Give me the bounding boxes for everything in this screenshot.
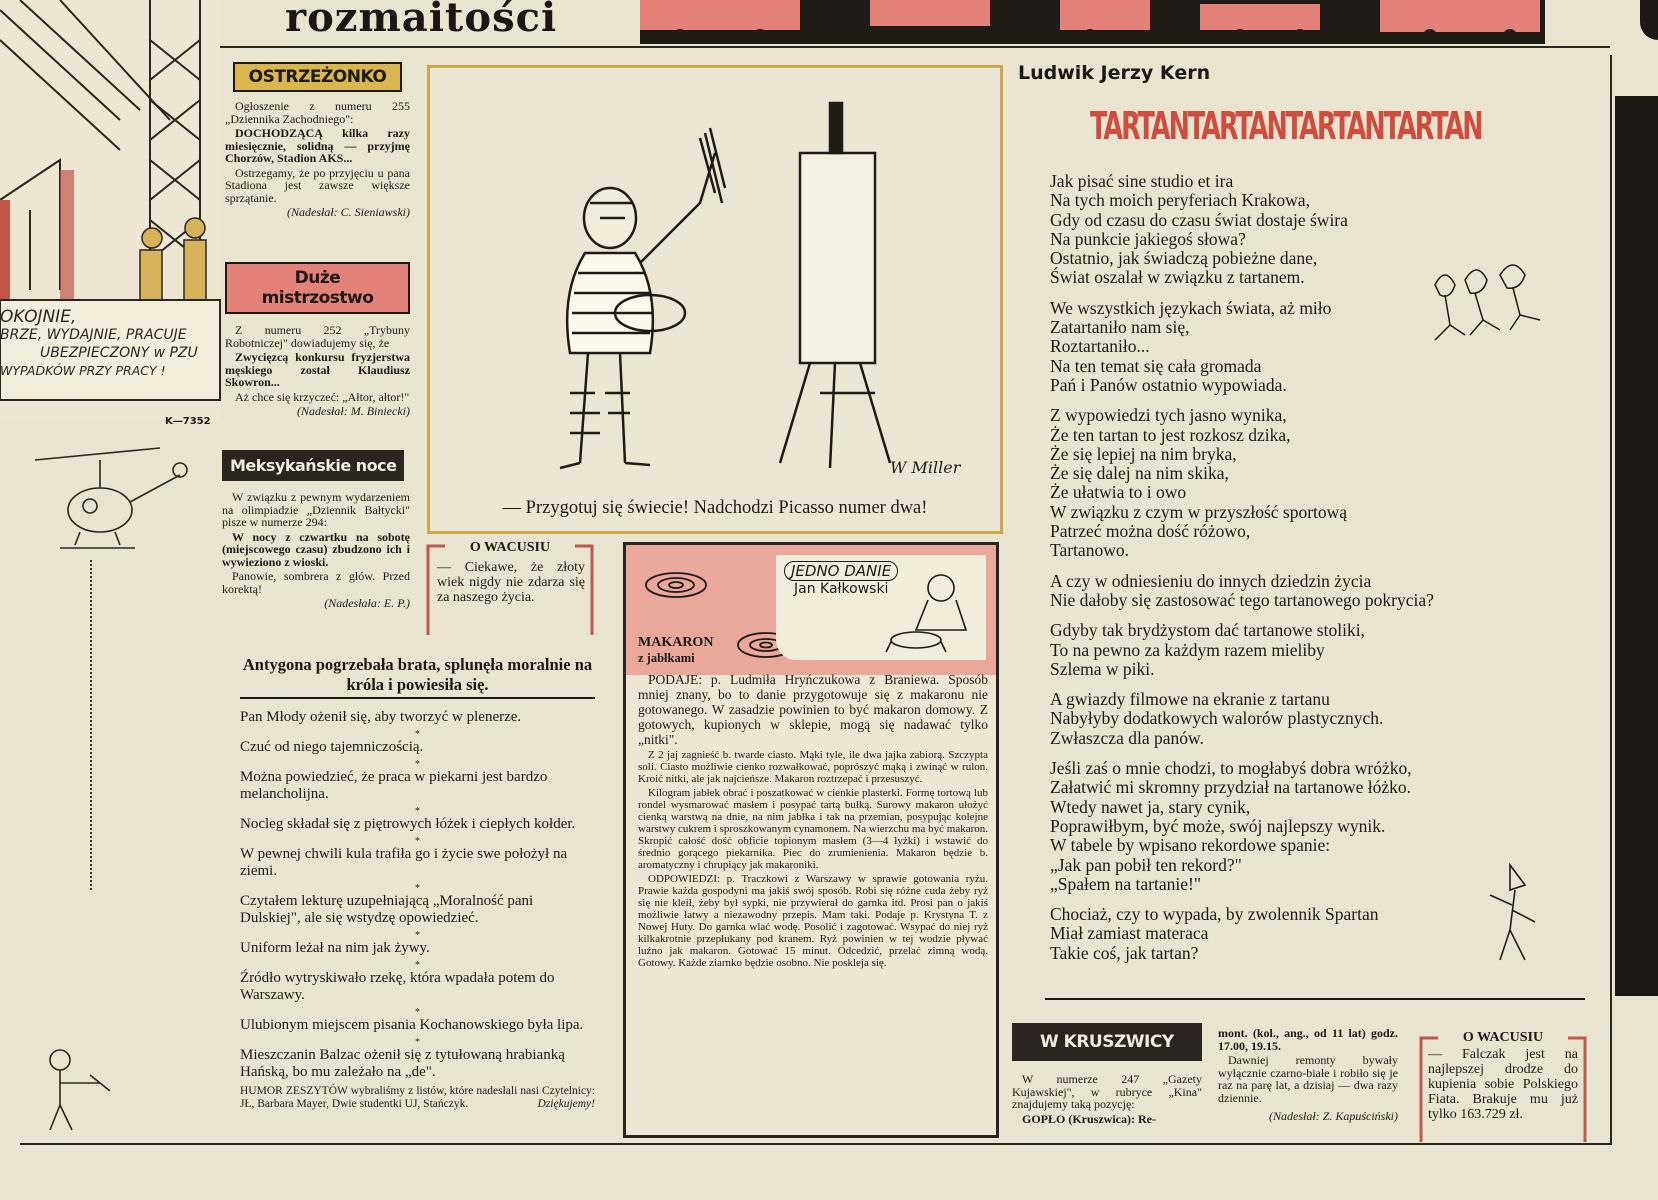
cartoon-caption: — Przygotuj się świecie! Nadchodzi Picasso numer dwa! <box>502 498 928 518</box>
wacus-heading: O WACUSIU <box>469 540 551 555</box>
body-text: Aż chce się krzyczeć: „Ałtor, ałtor!" <box>235 389 410 404</box>
dancing-figures-doodle <box>1425 255 1555 345</box>
poem-line: Wtedy nawet ja, stary cynik, <box>1050 796 1251 817</box>
aphorism-item: Czytałem lekturę uzupełniającą „Moralność pani Dulskiej", ale się wstydzę opowiedzieć. <box>240 893 534 926</box>
poem-line: Załatwić mi skromny przydział na tartanowe łóżko. <box>1050 777 1412 798</box>
recipe-logo-line: JEDNO DANIE <box>784 561 898 581</box>
comic-caption-line: UBEZPIECZONY w PZU <box>40 345 198 361</box>
poem-line: Ostatnio, jak świadczą pobieżne dane, <box>1050 248 1318 269</box>
wacus-heading: O WACUSIU <box>1462 1030 1544 1045</box>
poem-line: We wszystkich językach świata, aż miło <box>1050 297 1332 318</box>
poem-line: Chociaż, czy to wypada, by zwolennik Spartan <box>1050 904 1379 925</box>
wacus-box <box>1418 1030 1588 1142</box>
small-figure-doodle <box>30 1045 120 1135</box>
body-text: DOCHODZĄCĄ kilka razy miesięcznie, solidną — przyjmę Chorzów, Stadion AKS... <box>225 126 410 165</box>
poem-stanza <box>1050 621 1580 679</box>
aphorisms-footer: HUMOR ZESZYTÓW wybraliśmy z listów, które nadesłali nasi Czytelnicy: JŁ, Barbara Mayer, Dwie studentki UJ, Stańczyk. <box>240 1085 595 1110</box>
recipe-subtitle: z jabłkami <box>638 651 695 665</box>
comic-caption <box>0 308 215 380</box>
aphorism-item: W pewnej chwili kula trafiła go i życie swe położył na ziemi. <box>240 846 568 879</box>
aphorism-item: Ulubionym miejscem pisania Kochanowskiego była lipa. <box>240 1017 584 1033</box>
poem-line: A gwiazdy filmowe na ekranie z tartanu <box>1050 689 1330 710</box>
poem-line: Zwłaszcza dla panów. <box>1050 727 1204 748</box>
poem-line: Roztartaniło... <box>1050 336 1150 357</box>
pointing-figure-doodle <box>1480 860 1560 970</box>
aphorism-item: Pan Młody ożenił się, aby tworzyć w plenerze. <box>240 709 522 725</box>
poem-line: Na punkcie jakiegoś słowa? <box>1050 228 1246 249</box>
body-text: Dawniej remonty bywały wyłącznie czarno-białe i robiło się je raz na parę lat, a dzisiaj — dwa razy dziennie. <box>1218 1053 1398 1105</box>
kruszwicy-continued <box>1218 1027 1398 1125</box>
poem-line: To na pewno za każdym razem mieliby <box>1050 639 1325 660</box>
poem-line: Że się lepiej na nim bryka, <box>1050 443 1237 464</box>
wacus-text: — Falczak jest na najlepszej drodze do kupienia sobie Polskiego Fiata. Brakuje mu już tylko 163.729 zł. <box>1428 1047 1578 1122</box>
poem-stanza <box>1050 572 1580 611</box>
comic-caption-line: WYPADKÓW PRZY PRACY ! <box>0 363 166 378</box>
poem-line: Gdy od czasu do czasu świat dostaje świra <box>1050 209 1348 230</box>
poem-stanza <box>1050 406 1580 560</box>
ostrzezonko-section <box>225 62 410 221</box>
body-text: Ogłoszenie z numeru 255 „Dziennika Zachodniego": <box>225 99 410 126</box>
section-heading: Duże mistrzostwo <box>225 262 410 314</box>
section-heading: W KRUSZWICY <box>1012 1023 1202 1061</box>
poem-title: TARTANTARTANTARTANTARTAN <box>1090 104 1482 148</box>
poem-line: Z wypowiedzi tych jasno wynika, <box>1050 405 1287 426</box>
body-text: Z numeru 252 „Trybuny Robotniczej" dowiadujemy się, że <box>225 323 410 350</box>
signature: (Nadesłał: Z. Kapuściński) <box>1269 1109 1398 1123</box>
poem-line: Na ten temat się cała gromada <box>1050 355 1262 376</box>
signature: (Nadesłał: M. Biniecki) <box>297 404 410 418</box>
poem-line: Patrzeć można dość różowo, <box>1050 521 1251 542</box>
poem-line: Szlema w piki. <box>1050 658 1155 679</box>
poem-line: W związku z czym w przyszłość sportową <box>1050 501 1348 522</box>
poem-line: Nie dałoby się zastosować tego tartanowego pokrycia? <box>1050 589 1434 610</box>
body-text: W związku z pewnym wydarzeniem na olimpiadzie „Dziennik Bałtycki" pisze w numerze 294: <box>222 490 410 529</box>
recipe-logo-line: Jan Kałkowski <box>794 581 889 597</box>
poem-line: Nabyłyby dodatkowych walorów plastycznych. <box>1050 708 1384 729</box>
recipe-title: MAKARON <box>638 635 714 650</box>
section-heading: Meksykańskie noce <box>222 450 404 481</box>
poem-line: Jak pisać sine studio et ira <box>1050 171 1234 191</box>
poem-line: A czy w odniesieniu do innych dziedzin życia <box>1050 570 1372 591</box>
comic-code: K—7352 <box>165 416 211 427</box>
comic-caption-line: OKOJNIE, <box>0 307 77 327</box>
wacus-text: — Ciekawe, że złoty wiek nigdy nie zdarza się za naszego życia. <box>437 560 585 605</box>
poem-line: Świat oszalał w związku z tartanem. <box>1050 267 1305 288</box>
poem-line: Zatartaniło nam się, <box>1050 317 1190 338</box>
signature: (Nadesłał: C. Sieniawski) <box>287 205 410 219</box>
recipe-text: Kilogram jabłek obrać i poszatkować w cienkie plasterki. Formę tortową lub rondel wysmarować masłem i posypać tartą bułką. Surowy makaron ułożyć cienką warstwą na dnie, na nim jabłka i tak na przemian, posypując kolejne warstwy cukrem i sproszkowanym cynamonem. Na wierzchu ma być makaron. Skropić całość dość obficie topionym masłem (3—4 łyżki) i wstawić do średnio gorącego piekarnika. Piec do zrumienienia. Makaron będzie b. aromatyczny i chrupiący jak makaroniki. <box>638 787 988 871</box>
poem-line: Tartanowo. <box>1050 540 1129 561</box>
masthead <box>0 0 1658 46</box>
poem-stanza <box>1050 690 1580 748</box>
poem-line: Poprawiłbym, być może, swój najlepszy wynik. <box>1050 815 1386 836</box>
poem-line: Miał zamiast materaca <box>1050 923 1209 944</box>
body-text: W numerze 247 „Gazety Kujawskiej", w rubryce „Kina" znajdujemy taką pozycję: <box>1012 1072 1202 1111</box>
poem-line: „Spałem na tartanie!" <box>1050 873 1201 894</box>
body-text: GOPŁO (Kruszwica): Re- <box>1022 1111 1156 1126</box>
body-text: Zwycięzcą konkursu fryzjerstwa męskiego został Klaudiusz Skowron... <box>225 350 410 389</box>
meksykanskie-section <box>222 450 410 612</box>
poem-line: „Jak pan pobił ten rekord?" <box>1050 854 1242 875</box>
poem-line: W tabele by wpisano rekordowe spanie: <box>1050 835 1331 856</box>
body-text: mont. (kol., ang., od 11 lat) godz. 17.00, 19.15. <box>1218 1026 1398 1053</box>
poem-line: Że ułatwia to i owo <box>1050 482 1187 503</box>
helicopter-doodle <box>30 440 190 560</box>
recipe-text: Z 2 jaj zagnieść b. twarde ciasto. Mąki tyle, ile dwa jajka zabiorą. Szczypta soli. Ciasto możliwie cienko rozwałkować, poprószyć mąką i zwinąć w rulon. Kroić nitki, ale jak najcieńsze. Makaron roztrzepać i przesuszyć. <box>638 749 988 785</box>
cartoon-frame <box>427 65 1003 534</box>
comic-caption-line: BRZE, WYDAJNIE, PRACUJE <box>0 327 187 343</box>
recipe-box <box>623 542 999 1138</box>
body-text: Ostrzegamy, że po przyjęciu u pana Stadiona jest zawsze większe sprzątanie. <box>225 165 410 205</box>
body-text: W nocy z czwartku na sobotę (miejscowego czasu) zbudzono ich i wywieziono z wioski. <box>222 529 410 569</box>
poem-line: Gdyby tak brydżystom dać tartanowe stoliki, <box>1050 620 1365 641</box>
poem-line: Że ten tartan to jest rozkosz dzika, <box>1050 424 1291 445</box>
recipe-text: ODPOWIEDZI: p. Traczkowi z Warszawy w sprawie gotowania ryżu. Prawie każda gospodyni ma jakiś swój sposób. Robi się różne cuda żeby ryż się nie kleił, żeby był sypki, nie przywierał do garnka itd. Prosi pan o jakiś możliwie łatwy a niezawodny przepis. Mam taki. Podaje p. Krystyna T. z Nowej Huty. Do garnka wlać wodę. Posolić i zagotować. Wsypać do niej ryż kilkakrotnie przepłukany pod kranem. Ryż powinien w tej wodzie pływać luźno jak makaron. Gotować 15 minut. Odcedzić, przelać zimną wodą. Gotowy. Każde ziarnko będzie osobno. Nie poskleja się. <box>638 873 988 969</box>
wacus-box <box>425 540 595 635</box>
aphorism-item: Źródło wytryskiwało rzekę, która wpadała potem do Warszawy. <box>240 970 555 1003</box>
aphorisms-section: Antygona pogrzebała brata, splunęła moralnie na króla i powiesiła się. Pan Młody ożenił się, aby tworzyć w plenerze. * Czuć od niego tajemniczością. * Można powiedzieć, że praca w piekarni jest bardzo melancholijna. * Nocleg składał się z piętrowych łóżek i ciepłych kołder. * W pewnej chwili kula trafiła go i życie swe położył na ziemi. * Czytałem lekturę uzupełniającą „Moralność pani Dulskiej", ale się wstydzę opowiedzieć. * Uniform leżał na nim jak żywy. * Źródło wytryskiwało rzekę, która wpadała potem do Warszawy. * Ulubionym miejscem pisania Kochanowskiego była lipa. * Mieszczanin Balzac ożenił się z tytułowaną hrabianką Hańską, bo mu zależało na „de". HUMOR ZESZYTÓW wybraliśmy z listów, które nadesłali nasi Czytelnicy: JŁ, Barbara Mayer, Dwie studentki UJ, Stańczyk. Dziękujemy! <box>240 655 595 1110</box>
car-band-illustration <box>640 0 1545 44</box>
poem-line: Pań i Panów ostatnio wypowiada. <box>1050 374 1287 395</box>
painter-easel-cartoon <box>500 93 961 477</box>
mistrzostwo-section <box>225 262 410 420</box>
aphorism-item: Czuć od niego tajemniczością. <box>240 739 424 755</box>
aphorism-item: Uniform leżał na nim jak żywy. <box>240 940 430 956</box>
aphorisms-heading: Antygona pogrzebała brata, splunęła moralnie na króla i powiesiła się. <box>240 655 595 699</box>
aphorisms-thanks: Dziękujemy! <box>537 1097 595 1110</box>
recipe-text: PODAJE: p. Ludmiła Hryńczukowa z Braniewa. Sposób mniej znany, bo to danie przygotowuje się z makaronu nie gotowanego. W zasadzie powinien to być makaron domowy. Z gotowych, kupionych w sklepie, mogą się nadawać tylko „nitki". <box>638 672 988 747</box>
poem-line: Jeśli zaś o mnie chodzi, to mogłabyś dobra wróżko, <box>1050 758 1412 779</box>
section-heading: OSTRZEŻONKO <box>233 62 403 92</box>
poem-line: Że się dalej na nim skika, <box>1050 463 1229 484</box>
aphorism-item: Można powiedzieć, że praca w piekarni jest bardzo melancholijna. <box>240 769 548 802</box>
aphorism-item: Mieszczanin Balzac ożenił się z tytułowaną hrabianką Hańską, bo mu zależało na „de". <box>240 1047 565 1080</box>
body-text: Panowie, sombrera z głów. Przed korektą! <box>222 569 410 596</box>
aphorism-item: Nocleg składał się z piętrowych łóżek i ciepłych kołder. <box>240 816 576 832</box>
signature: (Nadesłała: E. P.) <box>324 596 410 610</box>
poem-author: Ludwik Jerzy Kern <box>1018 62 1211 84</box>
poem-line: Na tych moich peryferiach Krakowa, <box>1050 190 1310 211</box>
masthead-title: rozmaitości <box>285 0 558 41</box>
kruszwicy-section <box>1012 1023 1202 1127</box>
poem-line: Takie coś, jak tartan? <box>1050 942 1199 963</box>
cartoon-signature: W Miller <box>890 458 961 477</box>
